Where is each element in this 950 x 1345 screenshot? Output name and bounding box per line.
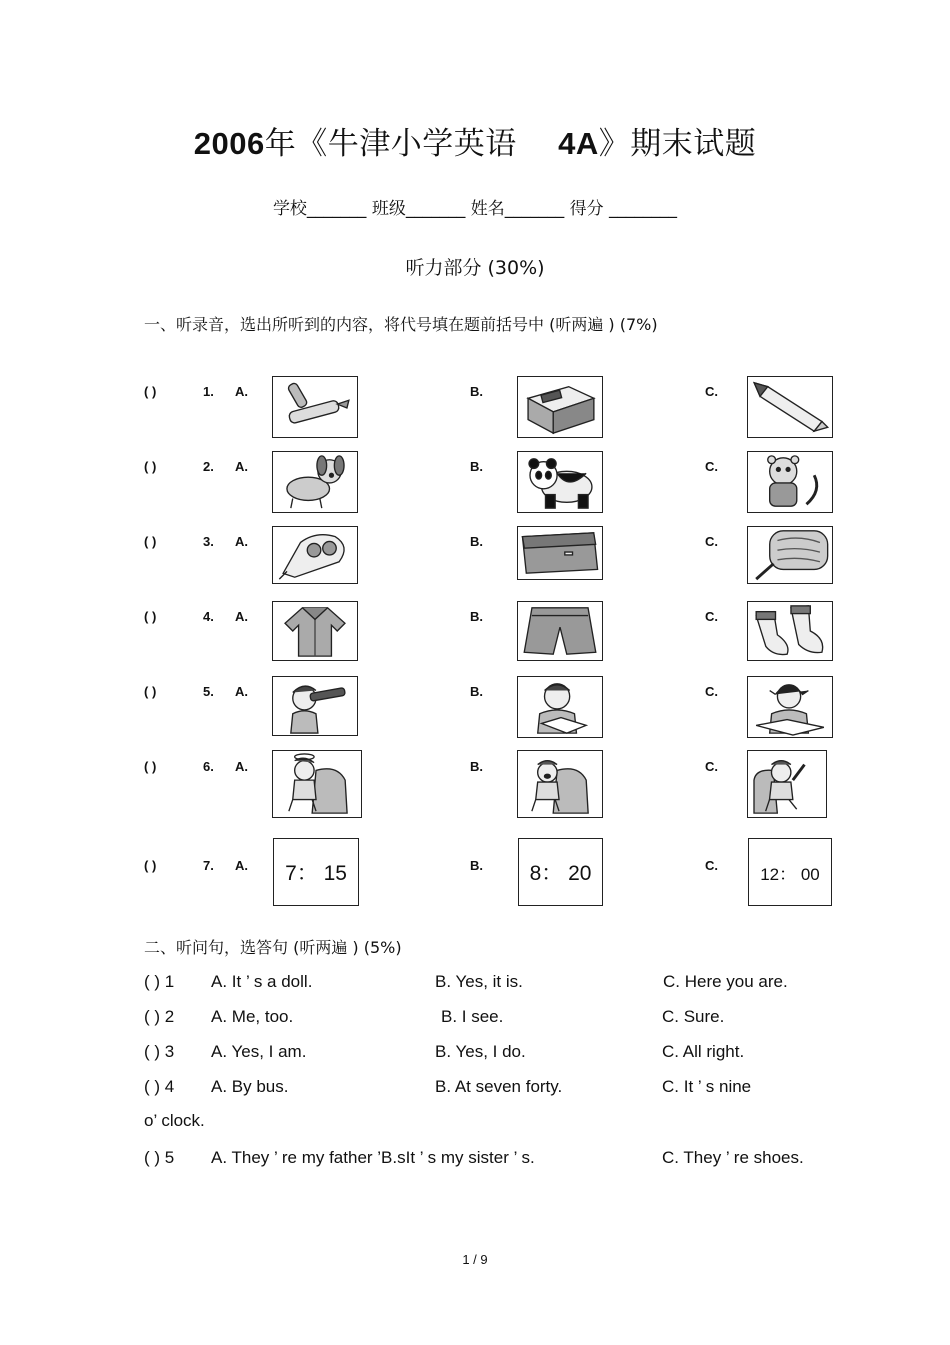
answer-paren[interactable]: ( ) 4 <box>144 1077 175 1096</box>
tiger-icon <box>747 451 833 513</box>
question-number: 7. <box>203 858 214 873</box>
sick-boy-sofa-icon <box>272 750 362 818</box>
answer-paren[interactable]: ( ) 1 <box>144 972 175 991</box>
option-b-label: B. <box>470 609 483 624</box>
girl-reading-icon <box>747 676 833 738</box>
option-a: A. Yes, I am. <box>211 1042 307 1061</box>
option-a-label: A. <box>235 684 248 699</box>
question-number: 5. <box>203 684 214 699</box>
answer-paren[interactable]: ( ) <box>144 534 157 549</box>
option-b: B. Yes, it is. <box>435 972 523 991</box>
clock-time-box: 12： 00 <box>748 838 832 906</box>
socks-icon <box>747 601 833 661</box>
option-c-label: C. <box>705 858 718 873</box>
jacket-icon <box>272 601 358 661</box>
page-number: 1 / 9 <box>462 1252 488 1267</box>
option-b-label: B. <box>470 858 483 873</box>
clock-time-box: 7： 15 <box>273 838 359 906</box>
answer-paren[interactable]: ( ) 3 <box>144 1042 175 1061</box>
answer-paren[interactable]: ( ) <box>144 459 157 474</box>
listening-heading: 听力部分 (30%) <box>405 257 545 279</box>
page-title: 2006年《牛津小学英语 4A》期末试题 <box>193 126 757 162</box>
option-a: A. It ’ s a doll. <box>211 972 313 991</box>
option-a-label: A. <box>235 609 248 624</box>
question-number: 4. <box>203 609 214 624</box>
option-b: B. Yes, I do. <box>435 1042 526 1061</box>
option-a: A. By bus. <box>211 1077 289 1096</box>
wallet-icon <box>517 526 603 580</box>
option-a-label: A. <box>235 384 248 399</box>
answer-paren[interactable]: ( ) <box>144 684 157 699</box>
option-b: B. I see. <box>441 1007 504 1026</box>
question-number: 1. <box>203 384 214 399</box>
dog-icon <box>272 451 358 513</box>
option-b-label: B. <box>470 384 483 399</box>
option-b: B. At seven forty. <box>435 1077 563 1096</box>
answer-paren[interactable]: ( ) 5 <box>144 1148 175 1167</box>
option-a-label: A. <box>235 759 248 774</box>
boy-reading-icon <box>517 676 603 738</box>
tired-boy-sofa-icon <box>517 750 603 818</box>
section2-heading: 二、听问句，选答句 (听两遍 ) (5%) <box>144 938 402 957</box>
option-a: A. Me, too. <box>211 1007 294 1026</box>
correction-tape-icon <box>272 526 358 584</box>
panda-icon <box>517 451 603 513</box>
answer-paren[interactable]: ( ) <box>144 384 157 399</box>
option-c-label: C. <box>705 609 718 624</box>
answer-paren[interactable]: ( ) <box>144 858 157 873</box>
option-c-label: C. <box>705 534 718 549</box>
option-c: C. Here you are. <box>663 972 788 991</box>
option-a-label: A. <box>235 534 248 549</box>
student-info-line: 学校_______ 班级_______ 姓名_______ 得分 ________ <box>272 199 678 219</box>
option-a-b: A. They ’ re my father ’B.sIt ’ s my sister ’ s. <box>211 1148 535 1167</box>
option-c: C. Sure. <box>662 1007 725 1026</box>
option-c-continuation: o’ clock. <box>144 1111 205 1130</box>
option-c-label: C. <box>705 384 718 399</box>
option-b-label: B. <box>470 459 483 474</box>
option-b-label: B. <box>470 759 483 774</box>
option-c: C. They ’ re shoes. <box>662 1148 804 1167</box>
shorts-icon <box>517 601 603 661</box>
option-c: C. It ’ s nine <box>662 1077 752 1096</box>
question-number: 6. <box>203 759 214 774</box>
section1-heading: 一、听录音，选出所听到的内容，将代号填在题前括号中 (听两遍 ) (7%) <box>144 315 658 334</box>
question-number: 3. <box>203 534 214 549</box>
happy-boy-sofa-icon <box>747 750 827 818</box>
boy-telescope-icon <box>272 676 358 736</box>
option-c-label: C. <box>705 459 718 474</box>
option-b-label: B. <box>470 684 483 699</box>
marker-pen-icon <box>272 376 358 438</box>
option-c-label: C. <box>705 684 718 699</box>
answer-paren[interactable]: ( ) <box>144 759 157 774</box>
pencil-icon <box>747 376 833 438</box>
rubber-eraser-icon <box>517 376 603 438</box>
question-number: 2. <box>203 459 214 474</box>
option-a-label: A. <box>235 459 248 474</box>
option-b-label: B. <box>470 534 483 549</box>
answer-paren[interactable]: ( ) 2 <box>144 1007 175 1026</box>
option-a-label: A. <box>235 858 248 873</box>
answer-paren[interactable]: ( ) <box>144 609 157 624</box>
option-c-label: C. <box>705 759 718 774</box>
fan-icon <box>747 526 833 584</box>
clock-time-box: 8： 20 <box>518 838 603 906</box>
option-c: C. All right. <box>662 1042 745 1061</box>
